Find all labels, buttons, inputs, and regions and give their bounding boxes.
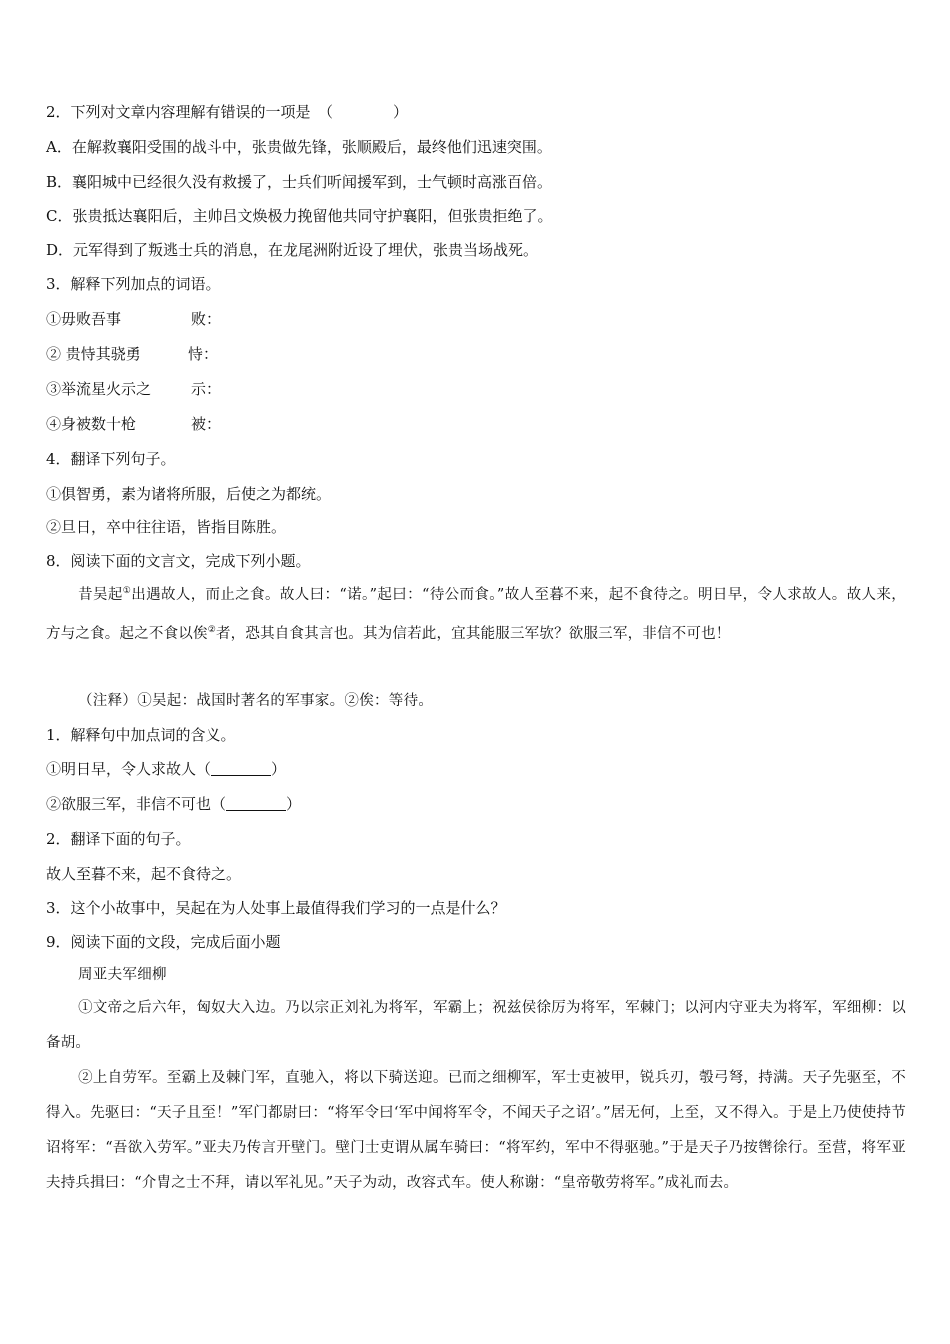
q2-option-a: A．在解救襄阳受围的战斗中，张贵做先锋，张顺殿后，最终他们迅速突围。: [46, 138, 552, 156]
q8-sub3-stem: 3．这个小故事中，吴起在为人处事上最值得我们学习的一点是什么？: [46, 899, 506, 917]
q3-phrase: ④身被数十枪: [46, 415, 137, 433]
q3-word: 败：: [191, 310, 222, 328]
passage-text: 出遇故人，而止之食。故人曰：“诺。”起曰：“待公而食。”故人至暮不来，起不食待之。明日早，令人求故人。故人来，方与之食。起之不食以俟: [46, 587, 906, 642]
q8-sub1-item: [46, 794, 301, 814]
passage-text: 者，恐其自食其言也。其为信若此，宜其能服三军欤？欲服三军，非信不可也！: [215, 626, 731, 642]
footnote-marker: ②: [207, 625, 216, 635]
item-text: ①明日早，令人求故人（: [46, 760, 212, 778]
q8-sub1-item: [46, 759, 286, 779]
q3-item: [46, 414, 221, 434]
q2-stem: 2．下列对文章内容理解有错误的一项是 （ ）: [46, 103, 409, 121]
q8-note: （注释）①吴起：战国时著名的军事家。②俟：等待。: [78, 693, 434, 709]
q8-sub1-stem: 1．解释句中加点词的含义。: [46, 726, 236, 744]
passage-text: ①文帝之后六年，匈奴大入边。乃以宗正刘礼为将军，军霸上；祝兹侯徐厉为将军，军棘门；以河内守亚夫为将军，军细柳：以备胡。: [46, 1000, 906, 1051]
item-close: ）: [271, 760, 287, 778]
q3-word: 恃：: [188, 345, 219, 363]
q3-item: [46, 379, 221, 399]
q8-sub2-stem: 2．翻译下面的句子。: [46, 830, 191, 848]
footnote-marker: ①: [122, 586, 132, 596]
q3-phrase: ③举流星火示之: [46, 380, 152, 398]
answer-blank[interactable]: [226, 796, 286, 811]
q3-item: [46, 309, 221, 329]
passage-text: 昔吴起: [78, 587, 123, 603]
q3-phrase: ② 贵恃其骁勇: [46, 345, 141, 363]
q9-para-2: [46, 1061, 906, 1201]
q3-item: [46, 344, 218, 364]
q3-stem: 3．解释下列加点的词语。: [46, 275, 221, 293]
q4-item-1: ①俱智勇，素为诸将所服，后使之为都统。: [46, 485, 332, 503]
q8-stem: 8．阅读下面的文言文，完成下列小题。: [46, 552, 311, 570]
q2-option-d: D．元军得到了叛逃士兵的消息，在龙尾洲附近设了埋伏，张贵当场战死。: [46, 241, 539, 259]
passage-text: ②上自劳军。至霸上及棘门军，直驰入，将以下骑送迎。已而之细柳军，军士吏被甲，锐兵刃，彀弓弩，持满。天子先驱至，不得入。先驱曰：“天子且至！”军门都尉曰：“将军令曰‘军中闻将军令，不闻天子之诏’。”居无何，上至，又不得入。于是上乃使使持节诏将军：“吾欲入劳军。”亚夫乃传言开壁门。壁门士吏谓从属车骑曰：“将军约，军中不得驱驰。”于是天子乃按辔徐行。至营，将军亚夫持兵揖曰：“介胄之士不拜，请以军礼见。”天子为动，改容式车。使人称谢：“皇帝敬劳将军。”成礼而去。: [46, 1070, 906, 1191]
q3-word: 被：: [191, 415, 222, 433]
item-text: ②欲服三军，非信不可也（: [46, 795, 227, 813]
q2-option-c: C．张贵抵达襄阳后，主帅吕文焕极力挽留他共同守护襄阳，但张贵拒绝了。: [46, 207, 553, 225]
q9-title: 周亚夫军细柳: [78, 967, 167, 983]
q9-stem: 9．阅读下面的文段，完成后面小题: [46, 933, 281, 951]
item-close: ）: [286, 795, 302, 813]
q9-para-1: [46, 991, 906, 1061]
q8-sub2-sentence: 故人至暮不来，起不食待之。: [46, 865, 242, 883]
answer-blank[interactable]: [211, 761, 271, 776]
q3-word: 示：: [191, 380, 222, 398]
q4-stem: 4．翻译下列句子。: [46, 450, 176, 468]
q8-passage: [46, 574, 906, 652]
q4-item-2: ②旦日，卒中往往语，皆指目陈胜。: [46, 518, 287, 536]
q2-option-b: B．襄阳城中已经很久没有救援了，士兵们听闻援军到，士气顿时高涨百倍。: [46, 173, 553, 191]
q3-phrase: ①毋败吾事: [46, 310, 122, 328]
